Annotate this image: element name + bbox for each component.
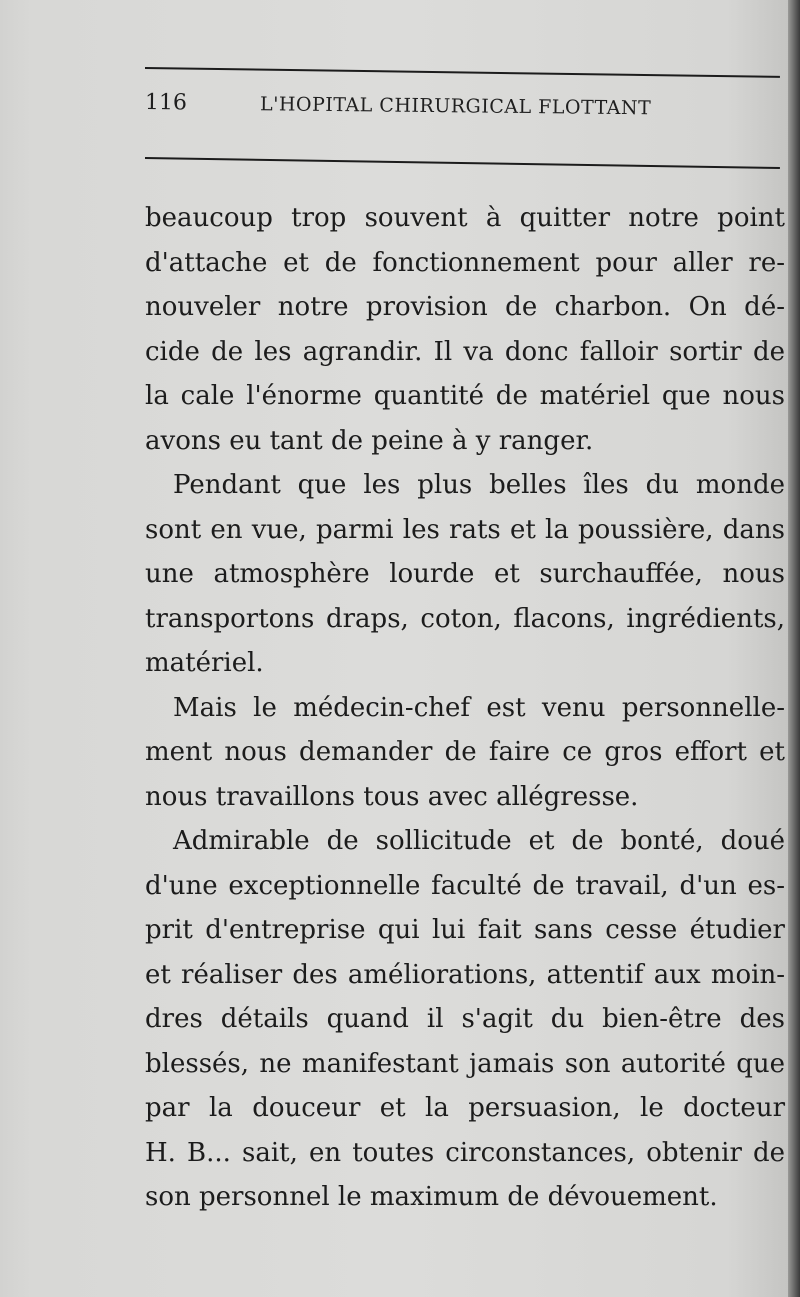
- text-line: une atmosphère lourde et surchauffée, nous: [145, 559, 785, 589]
- page-header: [145, 90, 745, 121]
- text-line: prit d'entreprise qui lui fait sans cesse étudier: [145, 915, 785, 945]
- text-line: Pendant que les plus belles îles du monde: [173, 470, 785, 500]
- text-line: nous travaillons tous avec allégresse.: [145, 781, 639, 812]
- text-line: et réaliser des améliorations, attentif aux moin-: [145, 959, 785, 990]
- text-line: d'une exceptionnelle faculté de travail, d'un es-: [145, 870, 785, 901]
- body-text: [145, 196, 785, 1220]
- page-number: 116: [144, 90, 188, 116]
- text-line: cide de les agrandir. Il va donc falloir sortir de: [145, 336, 785, 367]
- text-line: ment nous demander de faire ce gros effort et: [145, 737, 785, 767]
- paragraph-4: [145, 819, 785, 1220]
- text-line: Mais le médecin-chef est venu personnelle-: [173, 692, 785, 723]
- text-line: transportons draps, coton, flacons, ingrédients,: [145, 603, 785, 634]
- text-line: avons eu tant de peine à y ranger.: [145, 425, 594, 456]
- text-line: d'attache et de fonctionnement pour aller re-: [145, 247, 785, 278]
- text-line: H. B... sait, en toutes circonstances, obtenir de: [145, 1137, 785, 1168]
- paragraph-2: [145, 463, 785, 686]
- text-line: Admirable de sollicitude et de bonté, doué: [173, 826, 785, 856]
- text-line: dres détails quand il s'agit du bien-être des: [145, 1004, 785, 1034]
- text-line: blessés, ne manifestant jamais son autorité que: [145, 1048, 785, 1079]
- paragraph-1: [145, 196, 785, 463]
- text-line: par la douceur et la persuasion, le docteur: [145, 1093, 785, 1123]
- page-shadow-edge: [788, 0, 800, 1297]
- text-line: beaucoup trop souvent à quitter notre point: [145, 203, 785, 233]
- header-bottom-rule: [145, 157, 780, 169]
- header-top-rule: [145, 67, 780, 78]
- text-line: nouveler notre provision de charbon. On dé-: [145, 292, 785, 322]
- text-line: son personnel le maximum de dévouement.: [145, 1182, 718, 1212]
- paragraph-3: [145, 686, 785, 820]
- running-title: L'HOPITAL CHIRURGICAL FLOTTANT: [259, 93, 652, 120]
- text-line: la cale l'énorme quantité de matériel que nous: [145, 381, 785, 411]
- text-line: sont en vue, parmi les rats et la poussière, dans: [145, 514, 785, 545]
- text-line: matériel.: [145, 648, 264, 678]
